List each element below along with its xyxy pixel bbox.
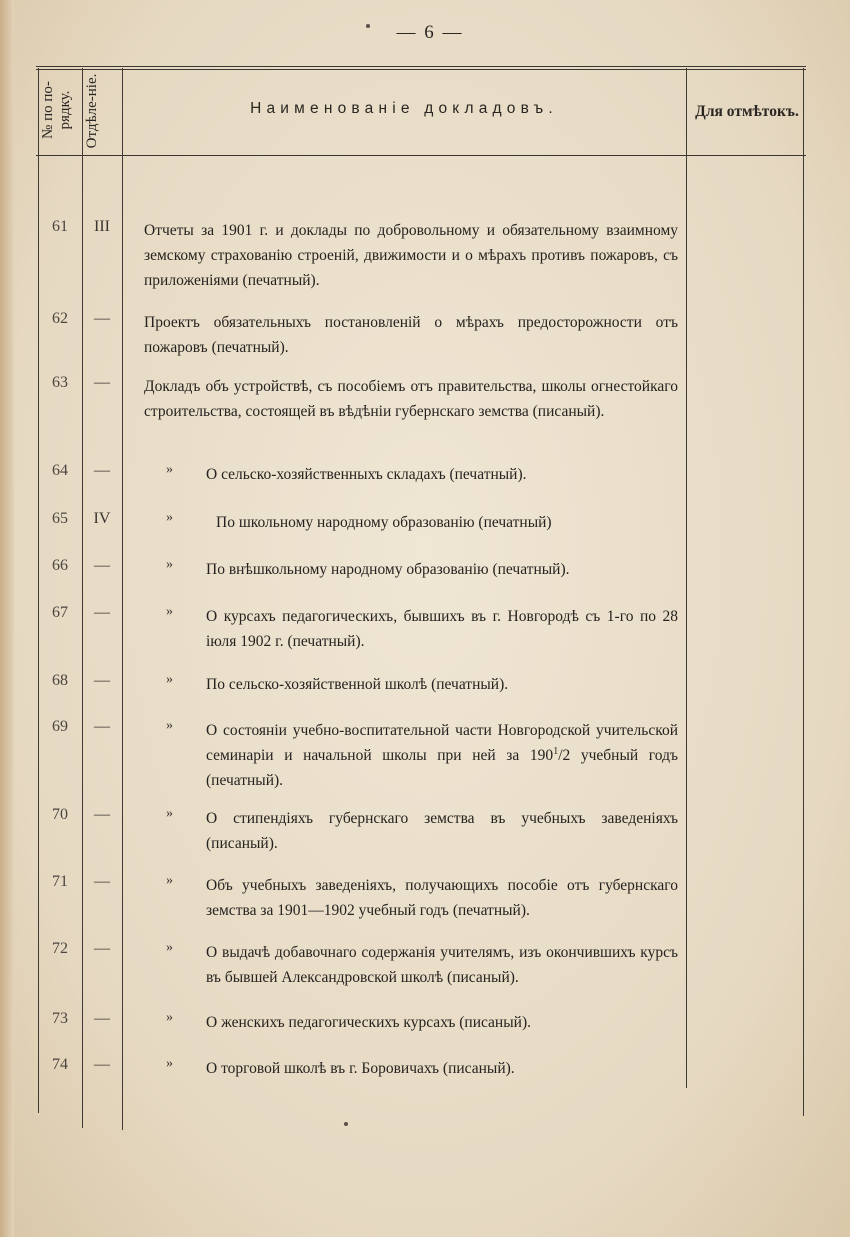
row-title: По сельско-хозяйственной школѣ (печатный).: [206, 676, 509, 693]
row-department: —: [94, 604, 110, 621]
ditto-mark: »: [166, 940, 173, 955]
row-department: —: [94, 310, 110, 327]
ditto-mark: »: [166, 462, 173, 477]
row-number: 61: [52, 218, 68, 235]
row-number: 73: [52, 1010, 68, 1027]
column-line-title: [686, 68, 687, 1088]
page-number: — 6 —: [396, 22, 464, 43]
row-department: —: [94, 1056, 110, 1073]
header-marks-column: Для отмѣтокъ.: [695, 103, 799, 120]
row-title: Докладъ объ устройствѣ, съ пособіемъ отъ правительства, школы огнестойкаго строительства, состоящей въ вѣдѣніи губернскаго земства (писаный).: [144, 378, 678, 420]
print-speck: [366, 24, 370, 28]
row-title: По внѣшкольному народному образованію (печатный).: [206, 561, 570, 578]
row-title: Объ учебныхъ заведеніяхъ, получающихъ пособіе отъ губернскаго земства за 1901—1902 учебный годъ (печатный).: [206, 877, 678, 919]
row-department: IV: [93, 510, 111, 527]
row-number: 64: [52, 462, 68, 479]
row-number: 65: [52, 510, 68, 527]
row-number: 72: [52, 940, 68, 957]
row-number: 62: [52, 310, 68, 327]
row-department: —: [94, 557, 110, 574]
row-title: О выдачѣ добавочнаго содержанія учителямъ, изъ окончившихъ курсъ въ бывшей Александровской школѣ (писаный).: [206, 944, 678, 986]
row-number: 71: [52, 873, 68, 890]
row-department: —: [94, 718, 110, 735]
row-title: Проектъ обязательныхъ постановленій о мѣрахъ предосторожности отъ пожаровъ (печатный).: [144, 314, 678, 356]
row-number: 69: [52, 718, 68, 735]
ditto-mark: »: [166, 718, 173, 733]
row-number: 70: [52, 806, 68, 823]
row-title: О стипендіяхъ губернскаго земства въ учебныхъ заведеніяхъ (писаный).: [206, 810, 678, 852]
row-number: 66: [52, 557, 68, 574]
ditto-mark: »: [166, 604, 173, 619]
row-number: 67: [52, 604, 68, 621]
row-department: —: [94, 806, 110, 823]
binding-edge: [0, 0, 14, 1237]
row-department: —: [94, 672, 110, 689]
ditto-mark: »: [166, 557, 173, 572]
ditto-mark: »: [166, 873, 173, 888]
row-title: Отчеты за 1901 г. и доклады по добровольному и обязательному взаимному земскому страхованію строеній, движимости и о мѣрахъ противъ пожаровъ, съ приложеніями (печатный).: [144, 222, 678, 289]
row-department: —: [94, 940, 110, 957]
row-number: 68: [52, 672, 68, 689]
header-rule: [36, 155, 806, 156]
row-department: —: [94, 374, 110, 391]
row-department: —: [94, 462, 110, 479]
row-title: О торговой школѣ въ г. Боровичахъ (писаный).: [206, 1060, 515, 1077]
top-rule-thin: [36, 69, 806, 70]
header-department-column: Отдѣле-ніе.: [84, 73, 100, 149]
row-department: —: [94, 873, 110, 890]
row-title-part: /2 учебный годъ (печатный).: [206, 747, 678, 789]
ditto-mark: »: [166, 1010, 173, 1025]
row-department: III: [94, 218, 110, 235]
header-number-column: № по по-рядку.: [40, 81, 73, 139]
row-title-part: О состояніи учебно-воспитательной части Новгородской учительской семинаріи и начальной школы при ней за 190: [206, 722, 678, 764]
row-number: 63: [52, 374, 68, 391]
top-rule: [36, 66, 806, 67]
row-title: О курсахъ педагогическихъ, бывшихъ въ г. Новгородѣ съ 1-го по 28 іюля 1902 г. (печатный).: [206, 608, 678, 650]
row-department: —: [94, 1010, 110, 1027]
ditto-mark: »: [166, 510, 173, 525]
row-title: О женскихъ педагогическихъ курсахъ (писаный).: [206, 1014, 531, 1031]
header-title-column: Наименованіе докладовъ.: [250, 100, 558, 117]
ditto-mark: »: [166, 1056, 173, 1071]
print-speck: [344, 1122, 348, 1126]
row-number: 74: [52, 1056, 68, 1073]
column-line-right: [803, 68, 804, 1116]
row-title: [206, 718, 678, 793]
ditto-mark: »: [166, 806, 173, 821]
fraction-numerator: 1: [553, 745, 559, 757]
row-title: По школьному народному образованію (печатный): [216, 514, 552, 531]
ditto-mark: »: [166, 672, 173, 687]
column-line-dept: [122, 68, 123, 1130]
row-title: О сельско-хозяйственныхъ складахъ (печатный).: [206, 466, 527, 483]
